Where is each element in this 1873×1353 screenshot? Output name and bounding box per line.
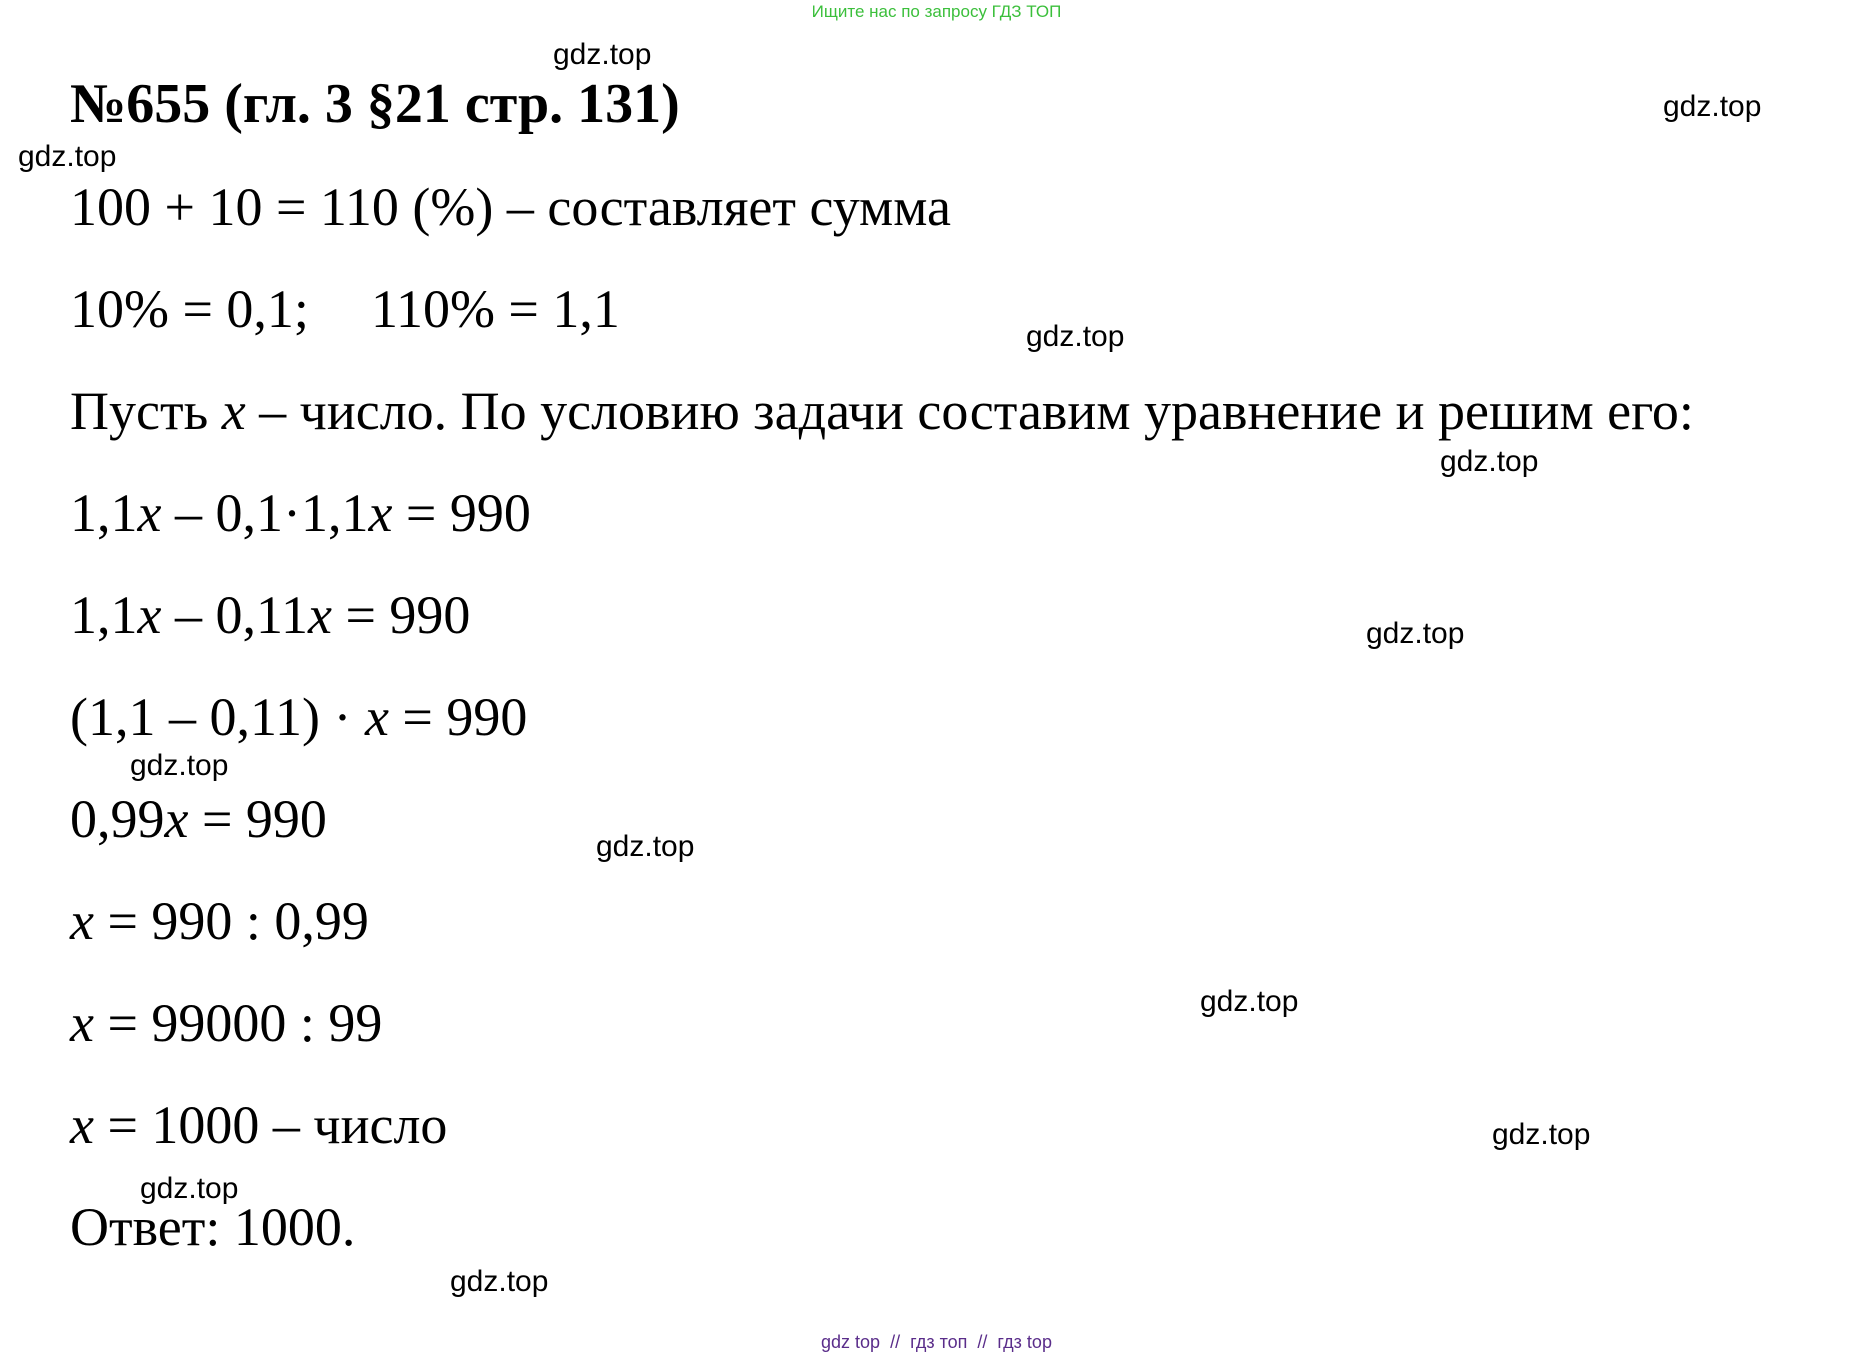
watermark: gdz.top [130, 749, 229, 782]
solution-line-4 [70, 482, 531, 544]
watermark: gdz.top [1200, 985, 1299, 1018]
problem-title: №655 (гл. 3 §21 стр. 131) [70, 73, 680, 135]
variable-x: x [221, 381, 246, 441]
variable-x: x [364, 687, 389, 747]
watermark: gdz.top [1663, 90, 1762, 123]
solution-line-8 [70, 890, 369, 952]
line-text: 100 + 10 = 110 (%) – составляет сумма [70, 177, 951, 237]
variable-x: x [70, 1095, 94, 1155]
watermark: gdz.top [596, 830, 695, 863]
watermark: gdz.top [1492, 1118, 1591, 1151]
variable-x: x [137, 483, 162, 543]
watermark: gdz.top [1366, 617, 1465, 650]
line-text: = 1000 – число [93, 1095, 448, 1155]
line-text: = 990 : 0,99 [93, 891, 369, 951]
variable-x: x [368, 483, 393, 543]
line-text: Ответ: 1000. [70, 1197, 356, 1257]
variable-x: x [70, 891, 94, 951]
line-text: 10% = 0,1; [70, 279, 309, 339]
footer-separator: // [977, 1332, 988, 1352]
line-text: – число. По условию задачи составим уравнение и решим его: [245, 381, 1694, 441]
footer-separator: // [890, 1332, 901, 1352]
watermark: gdz.top [450, 1265, 549, 1298]
line-text: = 990 [392, 483, 531, 543]
line-text: 1,1 [70, 483, 138, 543]
line-text: = 990 [388, 687, 528, 747]
footer-links [0, 1332, 1873, 1353]
line-text: (1,1 – 0,11) · [70, 687, 365, 747]
solution-line-9 [70, 992, 382, 1054]
line-text: 110% = 1,1 [370, 279, 620, 339]
line-text: 0,99 [70, 789, 165, 849]
solution-line-5 [70, 584, 470, 646]
line-text: 1,1 [70, 585, 138, 645]
solution-line-10 [70, 1094, 447, 1156]
solution-line-1 [70, 176, 951, 238]
footer-link[interactable]: gdz top [821, 1332, 881, 1352]
footer-link[interactable]: гдз топ [910, 1332, 968, 1352]
solution-line-2 [70, 278, 620, 340]
line-text: Пусть [70, 381, 222, 441]
line-text: – 0,1·1,1 [161, 483, 369, 543]
line-text: = 990 [188, 789, 327, 849]
watermark: gdz.top [1440, 445, 1539, 478]
watermark: gdz.top [140, 1172, 239, 1205]
variable-x: x [70, 993, 94, 1053]
footer-link[interactable]: гдз top [997, 1332, 1052, 1352]
solution-line-7 [70, 788, 327, 850]
watermark: gdz.top [1026, 320, 1125, 353]
line-text: = 990 [331, 585, 471, 645]
line-text: = 99000 : 99 [93, 993, 383, 1053]
watermark: gdz.top [553, 38, 652, 71]
line-text: – 0,11 [161, 585, 308, 645]
top-banner: Ищите нас по запросу ГДЗ ТОП [811, 2, 1062, 21]
solution-line-3 [70, 380, 1694, 442]
variable-x: x [137, 585, 162, 645]
solution-line-6 [70, 686, 527, 748]
variable-x: x [307, 585, 332, 645]
watermark: gdz.top [18, 140, 117, 173]
variable-x: x [164, 789, 189, 849]
